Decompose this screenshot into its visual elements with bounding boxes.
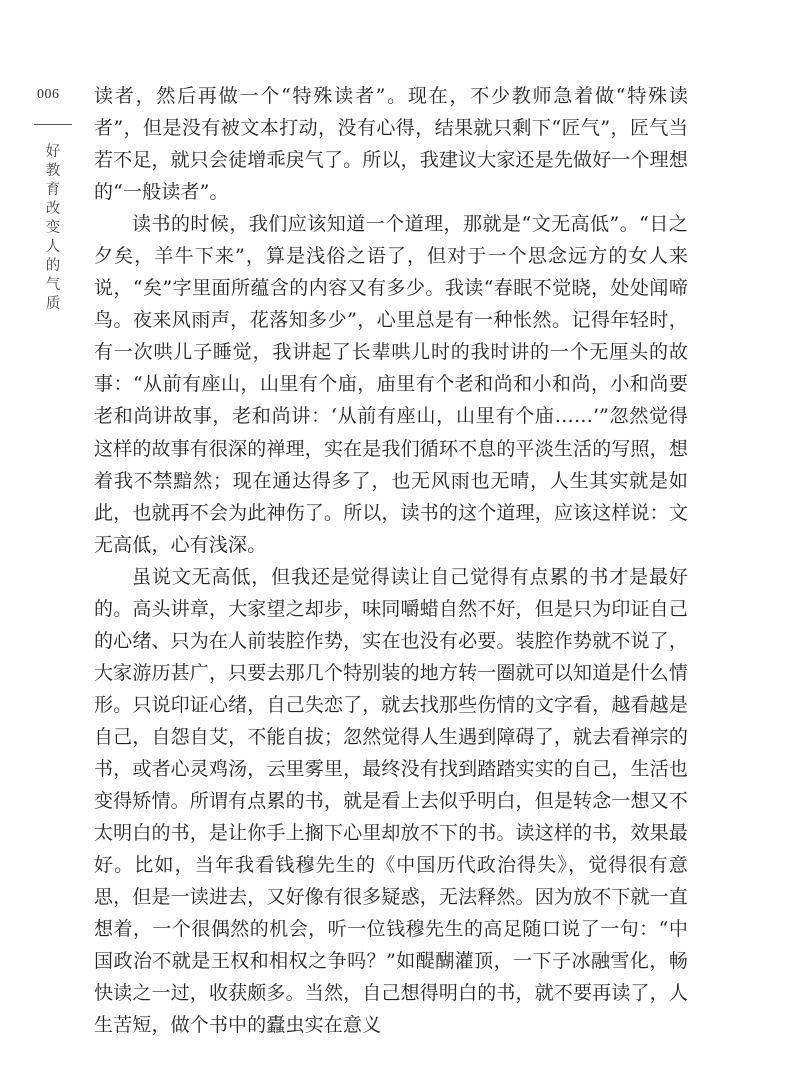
running-title: 好教育改变人的气质 xyxy=(45,144,61,312)
page-number: 006 xyxy=(37,87,60,102)
header-rule xyxy=(34,124,72,125)
body-text xyxy=(94,80,688,1041)
paragraph-2: 读书的时候，我们应该知道一个道理，那就是“文无高低”。“日之夕矣，羊牛下来”，算是浅俗之语了，但对于一个思念远方的女人来说，“矣”字里面所蕴含的内容又有多少。我读“春眠不觉晓，处处闻啼鸟。夜来风雨声，花落知多少”，心里总是有一种怅然。记得年轻时，有一次哄儿子睡觉，我讲起了长辈哄儿时的我时讲的一个无厘头的故事：“从前有座山，山里有个庙，庙里有个老和尚和小和尚，小和尚要老和尚讲故事，老和尚讲：‘从前有座山，山里有个庙……’”忽然觉得这样的故事有很深的禅理，实在是我们循环不息的平淡生活的写照，想着我不禁黯然；现在通达得多了，也无风雨也无晴，人生其实就是如此，也就再不会为此神伤了。所以，读书的这个道理，应该这样说：文无高低，心有浅深。 xyxy=(94,213,688,556)
paragraph-3: 虽说文无高低，但我还是觉得读让自己觉得有点累的书才是最好的。高头讲章，大家望之却步，味同嚼蜡自然不好，但是只为印证自己的心绪、只为在人前装腔作势，实在也没有必要。装腔作势就不说了，大家游历甚广，只要去那几个特别装的地方转一圈就可以知道是什么情形。只说印证心绪，自己失恋了，就去找那些伤情的文字看，越看越是自己，自怨自艾，不能自拔；忽然觉得人生遇到障碍了，就去看禅宗的书，或者心灵鸡汤，云里雾里，最终没有找到踏踏实实的自己，生活也变得矫情。所谓有点累的书，就是看上去似乎明白，但是转念一想又不太明白的书，是让你手上搁下心里却放不下的书。读这样的书，效果最好。比如，当年我看钱穆先生的《中国历代政治得失》，觉得很有意思，但是一读进去，又好像有很多疑惑，无法释然。因为放不下就一直想着，一个很偶然的机会，听一位钱穆先生的高足随口说了一句：“中国政治不就是王权和相权之争吗？”如醍醐灌顶，一下子冰融雪化，畅快读之一过，收获颇多。当然，自己想得明白的书，就不要再读了，人生苦短，做个书中的蠹虫实在意义 xyxy=(94,565,688,1037)
paragraph-1: 读者，然后再做一个“特殊读者”。现在，不少教师急着做“特殊读者”，但是没有被文本打动，没有心得，结果就只剩下“匠气”，匠气当若不足，就只会徒增乖戾气了。所以，我建议大家还是先做好一个理想的“一般读者”。 xyxy=(94,85,688,204)
